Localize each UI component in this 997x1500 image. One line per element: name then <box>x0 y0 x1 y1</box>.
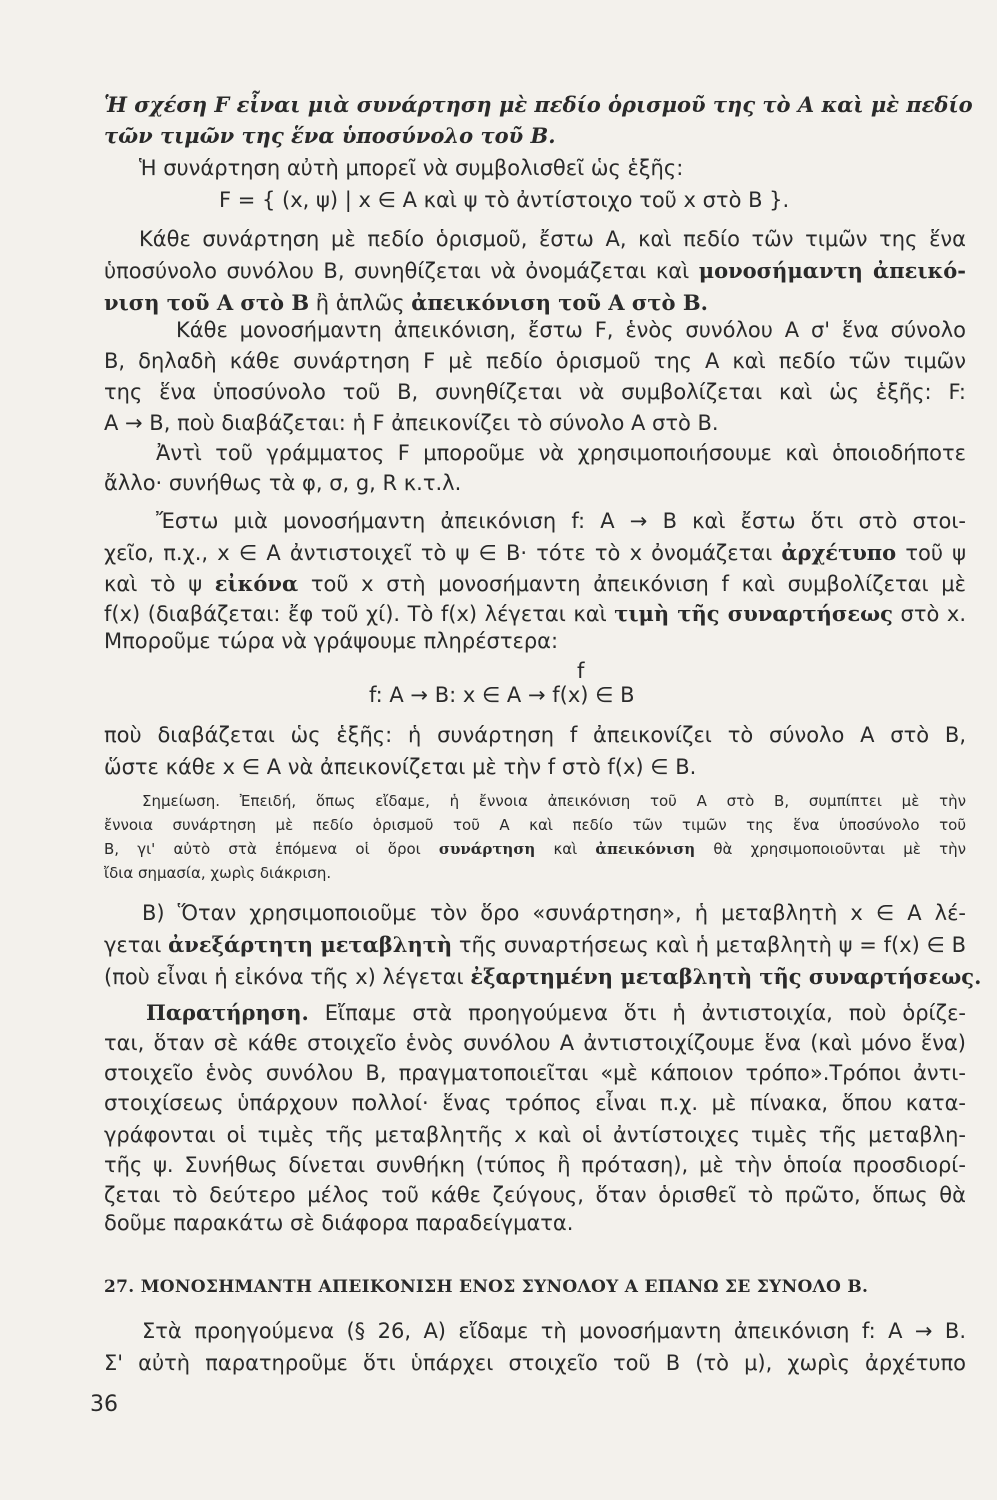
text-run: Εἴπαμε στὰ προηγούμενα ὅτι ἡ ἀντιστοιχία, ποὺ ὁρίζε- <box>308 1001 966 1025</box>
text-line <box>104 569 966 599</box>
text-run: καὶ <box>535 840 596 858</box>
text-run: θὰ χρησιμοποιοῦνται μὲ τὴν <box>695 840 966 858</box>
page-number: 36 <box>90 1392 118 1417</box>
text-run: (ποὺ εἶναι ἡ εἰκόνα τῆς x) λέγεται <box>104 965 471 989</box>
note-line <box>142 790 966 812</box>
text-run: Ἡ σχέση F εἶναι μιὰ συνάρτηση μὲ πεδίο ὁρισμοῦ της τὸ A καὶ μὲ πεδίο <box>104 92 973 117</box>
text-run: B, γι' αὐτὸ στὰ ἑπόμενα οἱ ὅροι <box>104 840 439 858</box>
text-line <box>104 90 973 120</box>
text-line <box>104 377 966 407</box>
text-run: ζεται τὸ δεύτερο μέλος τοῦ κάθε ζεύγους, ὅταν ὁρισθεῖ τὸ πρῶτο, ὅπως θὰ <box>104 1183 966 1207</box>
text-line <box>104 599 966 629</box>
text-line <box>104 1120 966 1150</box>
text-run: 27. ΜΟΝΟΣΗΜΑΝΤΗ ΑΠΕΙΚΟΝΙΣΗ ΕΝΟΣ ΣΥΝΟΛΟΥ Α ΕΠΑΝΩ ΣΕ ΣΥΝΟΛΟ Β. <box>104 1277 869 1297</box>
text-run: στοιχίσεως ὑπάρχουν πολλοί· ἕνας τρόπος εἶναι π.χ. μὲ πίνακα, ὅπου κατα- <box>104 1091 966 1115</box>
text-run: Σ' αὐτὴ παρατηροῦμε ὅτι ὑπάρχει στοιχεῖο τοῦ B (τὸ μ), χωρὶς ἀρχέτυπο <box>104 1351 966 1375</box>
text-line <box>104 720 966 750</box>
text-line <box>104 1058 966 1088</box>
text-line <box>104 930 966 960</box>
text-run: Ἀντὶ τοῦ γράμματος F μποροῦμε νὰ χρησιμοποιήσουμε καὶ ὁποιοδήποτε <box>156 441 966 465</box>
text-line <box>104 1028 966 1058</box>
text-run: δοῦμε παρακάτω σὲ διάφορα παραδείγματα. <box>104 1211 574 1235</box>
formula <box>369 680 966 710</box>
text-run: ἀρχέτυπο <box>781 540 897 565</box>
text-run: τοῦ ψ <box>896 541 966 565</box>
note-line <box>104 838 966 860</box>
text-run: τιμὴ τῆς συναρτήσεως <box>614 601 893 626</box>
text-run: ἴδια σημασία, χωρὶς διάκριση. <box>104 864 332 882</box>
text-run: ὑποσύνολο συνόλου B, συνηθίζεται νὰ ὀνομάζεται καὶ <box>104 259 699 283</box>
text-run: ὥστε κάθε x ∈ A νὰ ἀπεικονίζεται μὲ τὴν f στὸ f(x) ∈ B. <box>104 755 697 779</box>
text-line <box>104 962 982 992</box>
text-run: Κάθε μονοσήμαντη ἀπεικόνιση, ἔστω F, ἑνὸς συνόλου A σ' ἕνα σύνολο <box>176 318 966 342</box>
text-run: Ἔστω μιὰ μονοσήμαντη ἀπεικόνιση f: A → B καὶ ἔστω ὅτι στὸ στοι- <box>156 509 966 533</box>
text-line <box>104 1150 966 1180</box>
text-run: ἀνεξάρτητη μεταβλητὴ <box>168 932 453 957</box>
text-line <box>104 1208 966 1238</box>
text-run: B) Ὅταν χρησιμοποιοῦμε τὸν ὅρο «συνάρτηση», ἡ μεταβλητὴ x ∈ A λέ- <box>142 901 966 925</box>
text-run: καὶ τὸ ψ <box>104 572 215 596</box>
text-run: χεῖο, π.χ., x ∈ A ἀντιστοιχεῖ τὸ ψ ∈ B· τότε τὸ x ὀνομάζεται <box>104 541 782 565</box>
text-run: ἀπεικόνιση τοῦ A στὸ B. <box>411 290 708 315</box>
text-line <box>142 898 966 928</box>
formula <box>219 185 966 215</box>
text-line <box>104 752 966 782</box>
text-line <box>139 224 966 254</box>
text-run: γράφονται οἱ τιμὲς τῆς μεταβλητῆς x καὶ οἱ ἀντίστοιχες τιμὲς τῆς μεταβλη- <box>104 1123 966 1147</box>
note-line <box>104 814 966 836</box>
text-run: τοῦ x στὴ μονοσήμαντη ἀπεικόνιση f καὶ συμβολίζεται μὲ <box>298 572 966 596</box>
note-line <box>104 862 966 884</box>
text-run: Ἡ συνάρτηση αὐτὴ μπορεῖ νὰ συμβολισθεῖ ὡς ἑξῆς: <box>139 156 684 180</box>
text-line <box>104 538 966 568</box>
text-run: F = { (x, ψ) | x ∈ A καὶ ψ τὸ ἀντίστοιχο τοῦ x στὸ B }. <box>219 188 790 212</box>
text-line <box>104 626 966 656</box>
text-line <box>104 408 966 438</box>
text-run: Σημείωση. Ἐπειδή, ὅπως εἴδαμε, ἡ ἔννοια ἀπεικόνιση τοῦ A στὸ B, συμπίπτει μὲ τὴν <box>142 792 966 810</box>
text-run: νιση τοῦ A στὸ B <box>104 290 310 315</box>
text-run: συνάρτηση <box>438 840 536 858</box>
text-run: f: A → B: x ∈ A → f(x) ∈ B <box>369 683 635 707</box>
text-run: ται, ὅταν σὲ κάθε στοιχεῖο ἑνὸς συνόλου A ἀντιστοιχίζουμε ἕνα (καὶ μόνο ἕνα) <box>104 1031 966 1055</box>
text-run: ἔννοια συνάρτηση μὲ πεδίο ὁρισμοῦ τοῦ A καὶ πεδίο τῶν τιμῶν της ἕνα ὑποσύνολο τοῦ <box>104 816 966 834</box>
text-run: ἐξαρτημένη μεταβλητὴ τῆς συναρτήσεως. <box>470 964 982 989</box>
text-line <box>104 121 966 151</box>
text-line <box>156 506 966 536</box>
text-run: Στὰ προηγούμενα (§ 26, A) εἴδαμε τὴ μονοσήμαντη ἀπεικόνιση f: A → B. <box>142 1319 966 1343</box>
text-run: Κάθε συνάρτηση μὲ πεδίο ὁρισμοῦ, ἔστω A, καὶ πεδίο τῶν τιμῶν της ἕνα <box>139 227 966 251</box>
text-line <box>146 998 966 1028</box>
text-run: γεται <box>104 933 169 957</box>
text-line <box>142 1316 966 1346</box>
text-run: Παρατήρηση. <box>146 1000 309 1025</box>
text-run: τῆς συναρτήσεως καὶ ἡ μεταβλητὴ ψ = f(x) ∈ B <box>452 933 966 957</box>
text-line <box>104 288 966 318</box>
text-line <box>176 315 966 345</box>
text-run: ποὺ διαβάζεται ὡς ἑξῆς: ἡ συνάρτηση f ἀπεικονίζει τὸ σύνολο A στὸ B, <box>104 723 966 747</box>
text-run: ἄλλο· συνήθως τὰ φ, σ, g, R κ.τ.λ. <box>104 471 462 495</box>
text-line <box>104 468 966 498</box>
text-run: μονοσήμαντη ἀπεικό- <box>698 258 966 283</box>
text-line <box>104 1088 966 1118</box>
text-run: στοιχεῖο ἑνὸς συνόλου B, πραγματοποιεῖται «μὲ κάποιον τρόπο».Τρόποι ἀντι- <box>104 1061 966 1085</box>
section-heading <box>104 1272 966 1302</box>
text-run: f(x) (διαβάζεται: ἔφ τοῦ χί). Τὸ f(x) λέγεται καὶ <box>104 602 615 626</box>
text-line <box>104 1348 966 1378</box>
text-run: ἢ ἁπλῶς <box>309 291 412 315</box>
text-run: τῶν τιμῶν της ἕνα ὑποσύνολο τοῦ B. <box>104 123 556 148</box>
text-run: της ἕνα ὑποσύνολο τοῦ B, συνηθίζεται νὰ συμβολίζεται καὶ ὡς ἑξῆς: F: <box>104 380 966 404</box>
text-line <box>104 1180 966 1210</box>
text-run: Μποροῦμε τώρα νὰ γράψουμε πληρέστερα: <box>104 629 559 653</box>
text-run: ἀπεικόνιση <box>595 840 696 858</box>
text-line <box>104 346 966 376</box>
text-line <box>139 153 966 183</box>
text-line <box>104 256 966 286</box>
text-run: f <box>577 659 585 683</box>
text-run: τῆς ψ. Συνήθως δίνεται συνθήκη (τύπος ἢ πρόταση), μὲ τὴν ὁποία προσδιορί- <box>104 1153 966 1177</box>
text-line <box>156 438 966 468</box>
text-run: στὸ x. <box>892 602 966 626</box>
text-run: B, δηλαδὴ κάθε συνάρτηση F μὲ πεδίο ὁρισμοῦ της A καὶ πεδίο τῶν τιμῶν <box>104 349 966 373</box>
text-run: εἰκόνα <box>214 571 299 596</box>
text-run: A → B, ποὺ διαβάζεται: ἡ F ἀπεικονίζει τὸ σύνολο A στὸ B. <box>104 411 719 435</box>
